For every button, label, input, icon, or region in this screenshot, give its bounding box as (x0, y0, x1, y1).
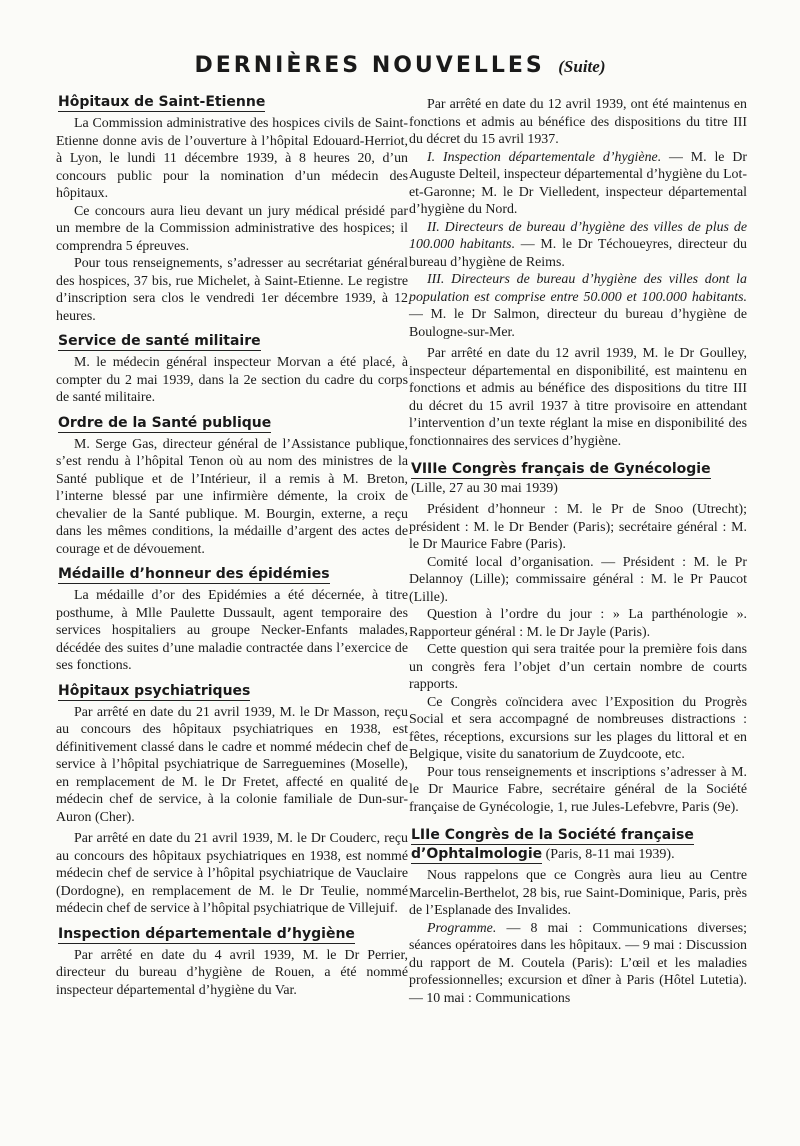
paragraph: M. le médecin général inspecteur Morvan a été placé, à compter du 2 mai 1939, dans la 2e section du cadre du corps de santé militaire. (56, 355, 408, 405)
section-heading (411, 826, 747, 864)
heading-text: Médaille d’honneur des épidémies (58, 566, 330, 582)
section-heading (411, 460, 747, 498)
section-inspection-hygiene-continued (409, 96, 747, 450)
section-heading (58, 565, 408, 584)
paragraph (409, 920, 747, 1008)
section-inspection-hygiene (56, 925, 408, 1000)
paragraph: Pour tous renseignements, s’adresser au secrétariat général des hospices, 37 bis, rue Michelet, à Saint-Etienne. Le registre d’inscription sera clos le vendredi 1er décembre 1939, à 12 heures. (56, 256, 408, 324)
paragraph: Par arrêté en date du 12 avril 1939, ont été maintenus en fonctions et admis au bénéfice des dispositions du titre III du décret du 15 avril 1937. (409, 97, 747, 147)
paragraph: Par arrêté en date du 4 avril 1939, M. le Dr Perrier, directeur du bureau d’hygiène de Rouen, a été nommé inspecteur départemental d’hygiène du Var. (56, 947, 408, 998)
paragraph-text: — 8 mai : Communications diverses; séances opératoires dans les hôpitaux. — 9 mai : Discussion du rapport de M. Coutela (Paris): L’œil et les maladies professionnelles; excursion et dîner à Paris (Hôtel Lutetia). — 10 mai : Communications (409, 920, 747, 1006)
paragraph-text: — M. le Dr Salmon, directeur du bureau d’hygiène de Boulogne-sur-Mer. (409, 307, 747, 340)
paragraph: Cette question qui sera traitée pour la première fois dans un congrès fera l’objet d’un certain nombre de courts rapports. (409, 642, 747, 692)
section-heading (58, 332, 408, 351)
heading-text: Hôpitaux de Saint-Etienne (58, 94, 266, 110)
paragraph (409, 271, 747, 341)
section-hopitaux-psychiatriques (56, 682, 408, 918)
section-congres-gynecologie (409, 460, 747, 816)
section-medaille-epidemies (56, 565, 408, 675)
paragraph (409, 219, 747, 272)
section-heading (58, 414, 408, 433)
page-title-main: DERNIÈRES NOUVELLES (194, 53, 545, 78)
paragraph: Président d’honneur : M. le Pr de Snoo (Utrecht); président : M. le Dr Bender (Paris); secrétaire général : M. le Dr Maurice Fabre (Paris). (409, 502, 747, 552)
section-congres-ophtalmologie (409, 826, 747, 1007)
section-heading (58, 925, 408, 944)
paragraph: Par arrêté en date du 21 avril 1939, M. le Dr Masson, reçu au concours des hôpitaux psychiatriques en 1938, est définitivement classé dans le cadre et nommé médecin chef de service à l’hôpital psychiatrique de Sarreguemines (Moselle), en remplacement de M. le Dr Fretet, affecté en qualité de médecin chef de service, à la colonie familiale de Dun-sur-Auron (Cher). (56, 704, 408, 825)
paragraph: Par arrêté en date du 12 avril 1939, M. le Dr Goulley, inspecteur départemental en disponibilité, est maintenu en fonctions et admis au bénéfice des dispositions du titre III du décret du 15 avril 1937 à titre provisoire en attendant l’intervention d’un texte réglant la mise en disponibilité des fonctionnaires des services d’hygiène. (409, 346, 747, 449)
paragraph-label: I. Inspection départementale d’hygiène. (427, 149, 662, 165)
paragraph (409, 149, 747, 219)
right-column (409, 96, 747, 1014)
paragraph: Nous rappelons que ce Congrès aura lieu au Centre Marcelin-Berthelot, 28 bis, rue Saint-Dominique, Paris, près de l’Esplanade des Invalides. (409, 868, 747, 918)
paragraph: Ce Congrès coïncidera avec l’Exposition du Progrès Social et sera accompagné de nombreuses distractions : fêtes, réceptions, excursions sur les plages du littoral et en Belgique, visite du sanatorium de Zuydcoote, etc. (409, 694, 747, 762)
heading-text: Hôpitaux psychiatriques (58, 682, 251, 699)
heading-text: Inspection départementale d’hygiène (58, 925, 355, 942)
section-sante-militaire (56, 332, 408, 407)
heading-text: Service de santé militaire (58, 333, 261, 349)
paragraph: M. Serge Gas, directeur général de l’Assistance publique, s’est rendu à l’hôpital Tenon où au nom des ministres de la Santé publique et de l’Intérieur, il a remis à M. Breton, l’interne blessé par une infirmière démente, la croix de chevalier de la Santé publique. M. Bourgin, externe, a reçu dans les mêmes conditions, la médaille d’argent des actes de courage et de dévouement. (56, 436, 408, 557)
page-title-suffix: (Suite) (558, 57, 606, 76)
heading-rest: (Lille, 27 au 30 mai 1939) (411, 481, 558, 496)
heading-text: VIIIe Congrès français de Gynécologie (411, 461, 711, 477)
paragraph: Question à l’ordre du jour : » La parthénologie ». Rapporteur général : M. le Dr Jayle (Paris). (409, 607, 747, 640)
paragraph: Par arrêté en date du 21 avril 1939, M. le Dr Couderc, reçu au concours des hôpitaux psychiatriques en 1938, est nommé médecin chef de service à l’hôpital psychiatrique de Vauclaire (Dordogne), en remplacement de M. le Dr Teulie, nommé médecin chef de service à l’hôpital psychiatrique de Villejuif. (56, 831, 408, 916)
paragraph-text: — M. le Dr Auguste Delteil, inspecteur départemental d’hygiène du Lot-et-Garonne; M. le Dr Vielledent, inspecteur départemental d’hygiène du Nord. (409, 149, 747, 217)
left-column (56, 93, 408, 1006)
paragraph: Comité local d’organisation. — Président : M. le Pr Delannoy (Lille); commissaire général : M. le Pr Paucot (Lille). (409, 554, 747, 605)
paragraph: Ce concours aura lieu devant un jury médical présidé par un membre de la Commission administrative des hospices; il comprendra 5 épreuves. (56, 203, 408, 254)
section-heading (58, 93, 408, 112)
paragraph-label: II. Directeurs de bureau d’hygiène des villes de plus de 100.000 habitants. (409, 219, 747, 252)
paragraph-label: III. Directeurs de bureau d’hygiène des villes dont la population est comprise entre 50.000 et 100.000 habitants. (409, 272, 747, 305)
paragraph-label: Programme. (427, 920, 497, 936)
section-heading (58, 682, 408, 701)
paragraph: Pour tous renseignements et inscriptions s’adresser à M. le Dr Maurice Fabre, secrétaire général de la Société française de Gynécologie, 1, rue Jules-Lefebvre, Paris (9e). (409, 764, 747, 815)
paragraph: La médaille d’or des Epidémies a été décernée, à titre posthume, à Mlle Paulette Dussault, agent temporaire des services hospitaliers au groupe Necker-Enfants malades, décédée des suites d’une maladie contractée dans l’exercice de ses fonctions. (56, 588, 408, 673)
page-title (0, 52, 800, 78)
section-ordre-sante-publique (56, 414, 408, 559)
section-hopitaux-saint-etienne (56, 93, 408, 325)
heading-text: LIIe Congrès de la Société française d’Ophtalmologie (411, 827, 694, 862)
heading-text: Ordre de la Santé publique (58, 414, 272, 431)
heading-rest: (Paris, 8-11 mai 1939). (542, 847, 675, 862)
paragraph-text: — M. le Dr Téchoueyres, directeur du bureau d’hygiène de Reims. (409, 237, 747, 270)
paragraph: La Commission administrative des hospices civils de Saint-Etienne donne avis de l’ouverture à l’hôpital Edouard-Herriot, à Lyon, le lundi 11 décembre 1939, à 8 heures 20, d’un concours public pour la nomination d’un médecin des hôpitaux. (56, 116, 408, 201)
